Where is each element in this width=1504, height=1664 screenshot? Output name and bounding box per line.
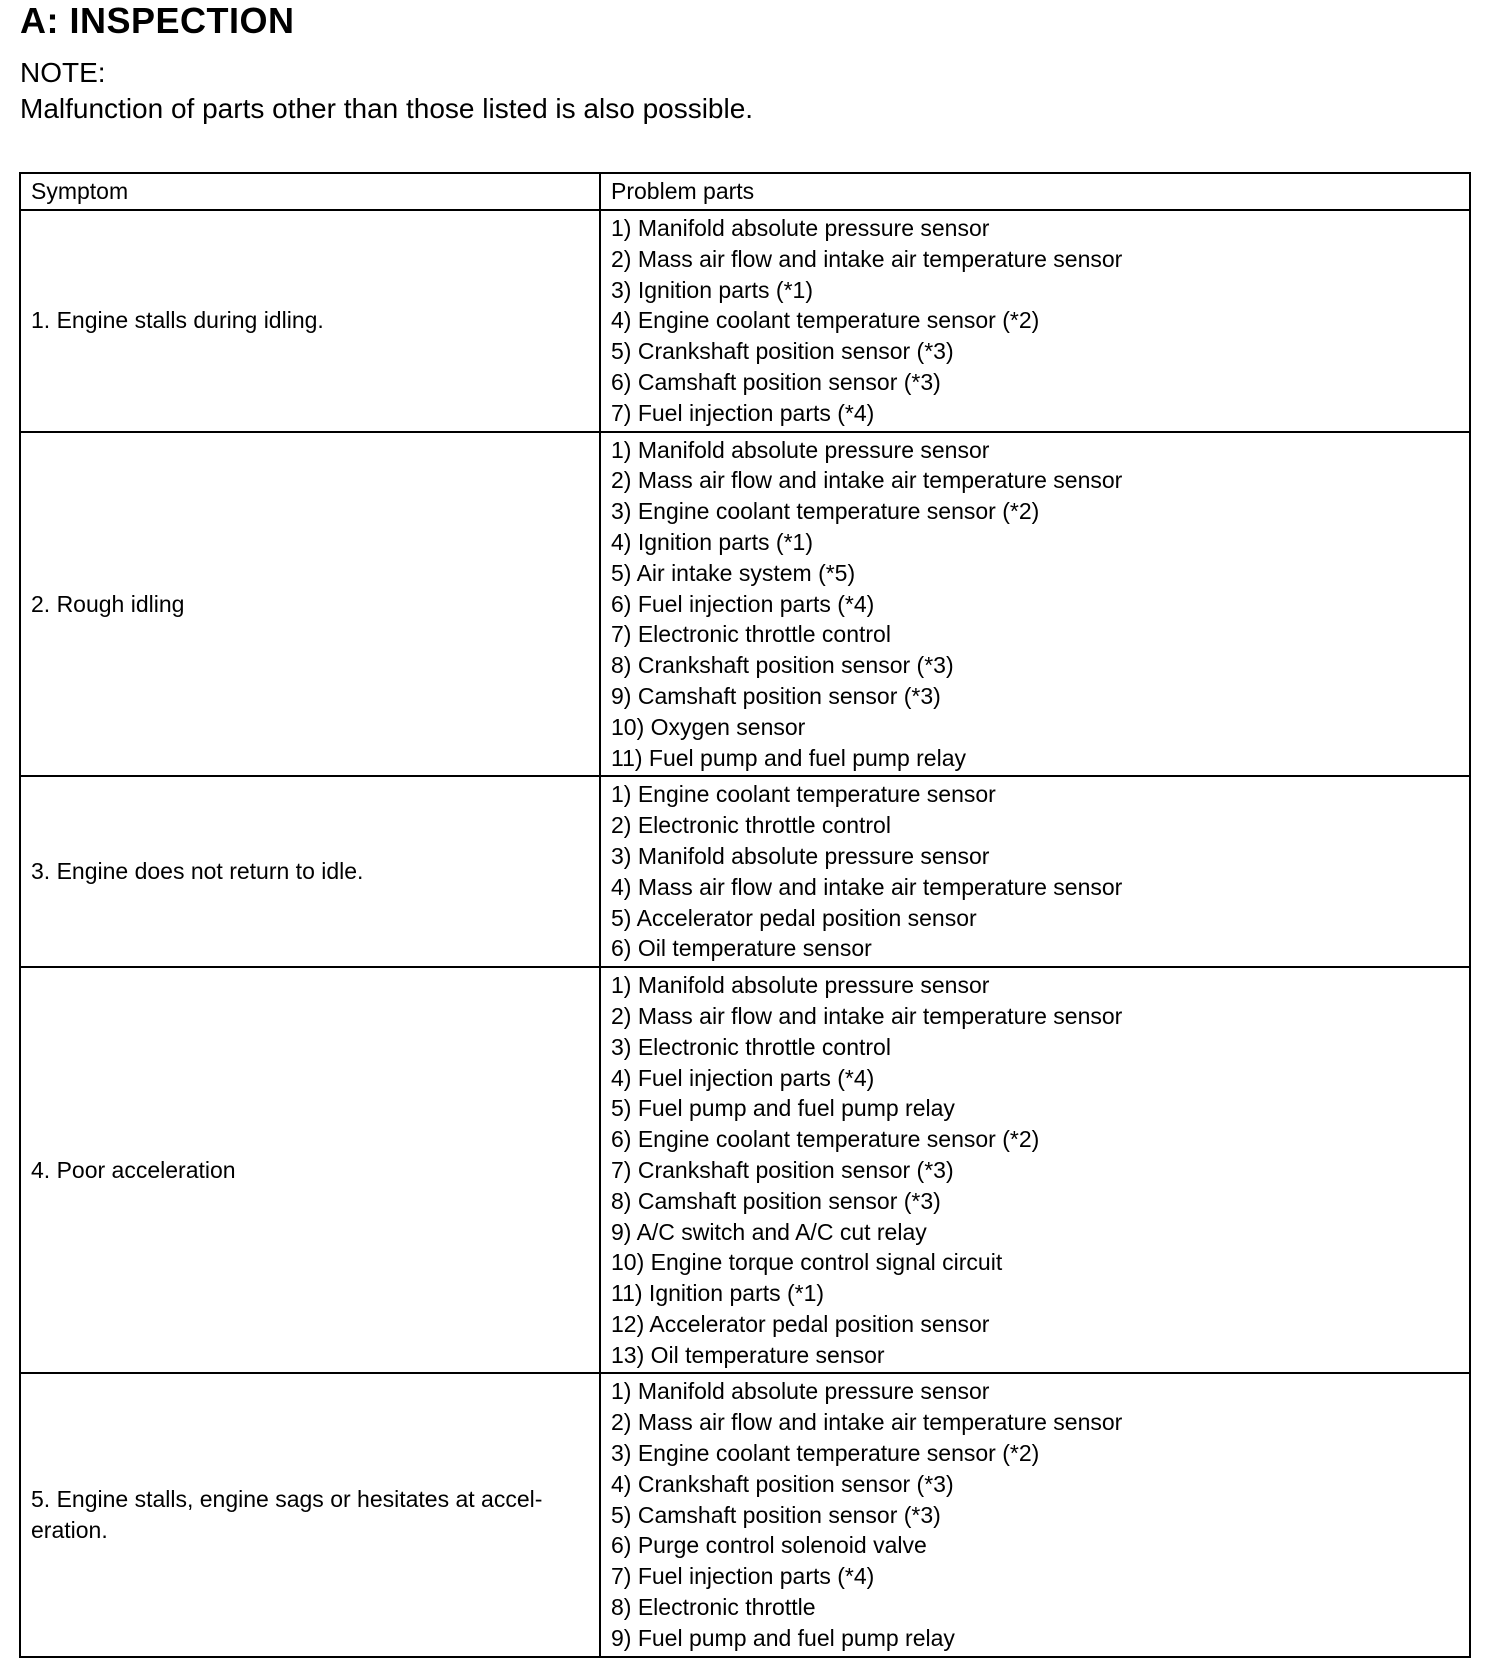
problem-part-item: 2) Electronic throttle control <box>611 812 891 839</box>
problem-part-item: 1) Manifold absolute pressure sensor <box>611 1378 990 1405</box>
table-body <box>20 210 1470 1657</box>
problem-part-item: 5) Crankshaft position sensor (*3) <box>611 338 954 365</box>
problem-part-item: 4) Fuel injection parts (*4) <box>611 1064 875 1091</box>
inspection-table <box>19 172 1471 1658</box>
problem-part-item: 3) Ignition parts (*1) <box>611 276 813 303</box>
problem-parts-cell <box>600 210 1470 432</box>
symptom-cell <box>20 776 600 967</box>
table-row <box>20 1373 1470 1656</box>
problem-part-item: 7) Electronic throttle control <box>611 621 891 648</box>
table-header-row <box>20 173 1470 210</box>
problem-part-item: 3) Engine coolant temperature sensor (*2) <box>611 498 1040 525</box>
symptom-text: eration. <box>31 1517 108 1544</box>
problem-part-item: 6) Oil temperature sensor <box>611 935 872 962</box>
symptom-text: 2. Rough idling <box>31 590 185 617</box>
problem-part-item: 3) Manifold absolute pressure sensor <box>611 842 990 869</box>
problem-part-item: 10) Oxygen sensor <box>611 713 806 740</box>
problem-part-item: 13) Oil temperature sensor <box>611 1341 885 1368</box>
problem-part-item: 1) Engine coolant temperature sensor <box>611 781 996 808</box>
problem-part-item: 1) Manifold absolute pressure sensor <box>611 972 990 999</box>
problem-part-item: 8) Electronic throttle <box>611 1594 816 1621</box>
problem-part-item: 5) Fuel pump and fuel pump relay <box>611 1095 955 1122</box>
problem-part-item: 10) Engine torque control signal circuit <box>611 1249 1003 1276</box>
problem-part-item: 9) Camshaft position sensor (*3) <box>611 682 941 709</box>
problem-parts-cell <box>600 967 1470 1373</box>
problem-part-item: 6) Engine coolant temperature sensor (*2) <box>611 1126 1040 1153</box>
problem-part-item: 4) Mass air flow and intake air temperature sensor <box>611 873 1123 900</box>
problem-parts-cell <box>600 776 1470 967</box>
note-label: NOTE: <box>20 57 106 88</box>
problem-part-item: 6) Fuel injection parts (*4) <box>611 590 875 617</box>
symptom-cell <box>20 432 600 777</box>
problem-part-item: 9) A/C switch and A/C cut relay <box>611 1218 927 1245</box>
symptom-text: 3. Engine does not return to idle. <box>31 858 364 885</box>
table-row <box>20 776 1470 967</box>
table-row <box>20 210 1470 432</box>
problem-part-item: 2) Mass air flow and intake air temperature sensor <box>611 1409 1123 1436</box>
symptom-cell <box>20 967 600 1373</box>
symptom-text: 4. Poor acceleration <box>31 1156 236 1183</box>
problem-part-item: 8) Crankshaft position sensor (*3) <box>611 652 954 679</box>
problem-part-item: 1) Manifold absolute pressure sensor <box>611 436 990 463</box>
problem-part-item: 5) Air intake system (*5) <box>611 559 856 586</box>
problem-parts-cell <box>600 432 1470 777</box>
header-symptom: Symptom <box>20 173 600 210</box>
note-text: Malfunction of parts other than those listed is also possible. <box>20 93 754 124</box>
problem-part-item: 8) Camshaft position sensor (*3) <box>611 1187 941 1214</box>
problem-part-item: 7) Fuel injection parts (*4) <box>611 399 875 426</box>
symptom-cell <box>20 210 600 432</box>
symptom-cell <box>20 1373 600 1656</box>
problem-part-item: 1) Manifold absolute pressure sensor <box>611 215 990 241</box>
header-problem-parts: Problem parts <box>600 173 1470 210</box>
table-row <box>20 432 1470 777</box>
problem-parts-cell <box>600 1373 1470 1656</box>
symptom-text: 1. Engine stalls during idling. <box>31 307 324 334</box>
problem-part-item: 3) Electronic throttle control <box>611 1033 891 1060</box>
problem-part-item: 11) Fuel pump and fuel pump relay <box>611 744 966 771</box>
problem-part-item: 11) Ignition parts (*1) <box>611 1280 825 1307</box>
problem-part-item: 6) Camshaft position sensor (*3) <box>611 368 941 395</box>
symptom-text: 5. Engine stalls, engine sags or hesitates at accel- <box>31 1486 543 1513</box>
problem-part-item: 2) Mass air flow and intake air temperature sensor <box>611 1002 1123 1029</box>
problem-part-item: 7) Crankshaft position sensor (*3) <box>611 1156 954 1183</box>
problem-part-item: 2) Mass air flow and intake air temperature sensor <box>611 467 1123 494</box>
problem-part-item: 7) Fuel injection parts (*4) <box>611 1563 875 1590</box>
problem-part-item: 5) Accelerator pedal position sensor <box>611 904 977 931</box>
problem-part-item: 3) Engine coolant temperature sensor (*2) <box>611 1440 1040 1467</box>
problem-part-item: 6) Purge control solenoid valve <box>611 1532 927 1559</box>
problem-part-item: 2) Mass air flow and intake air temperature sensor <box>611 245 1123 272</box>
problem-part-item: 5) Camshaft position sensor (*3) <box>611 1501 941 1528</box>
section-heading: A: INSPECTION <box>20 0 295 41</box>
problem-part-item: 4) Ignition parts (*1) <box>611 528 813 555</box>
problem-part-item: 4) Crankshaft position sensor (*3) <box>611 1470 954 1497</box>
table-row <box>20 967 1470 1373</box>
problem-part-item: 4) Engine coolant temperature sensor (*2) <box>611 307 1040 334</box>
problem-part-item: 12) Accelerator pedal position sensor <box>611 1310 990 1337</box>
problem-part-item: 9) Fuel pump and fuel pump relay <box>611 1624 955 1651</box>
